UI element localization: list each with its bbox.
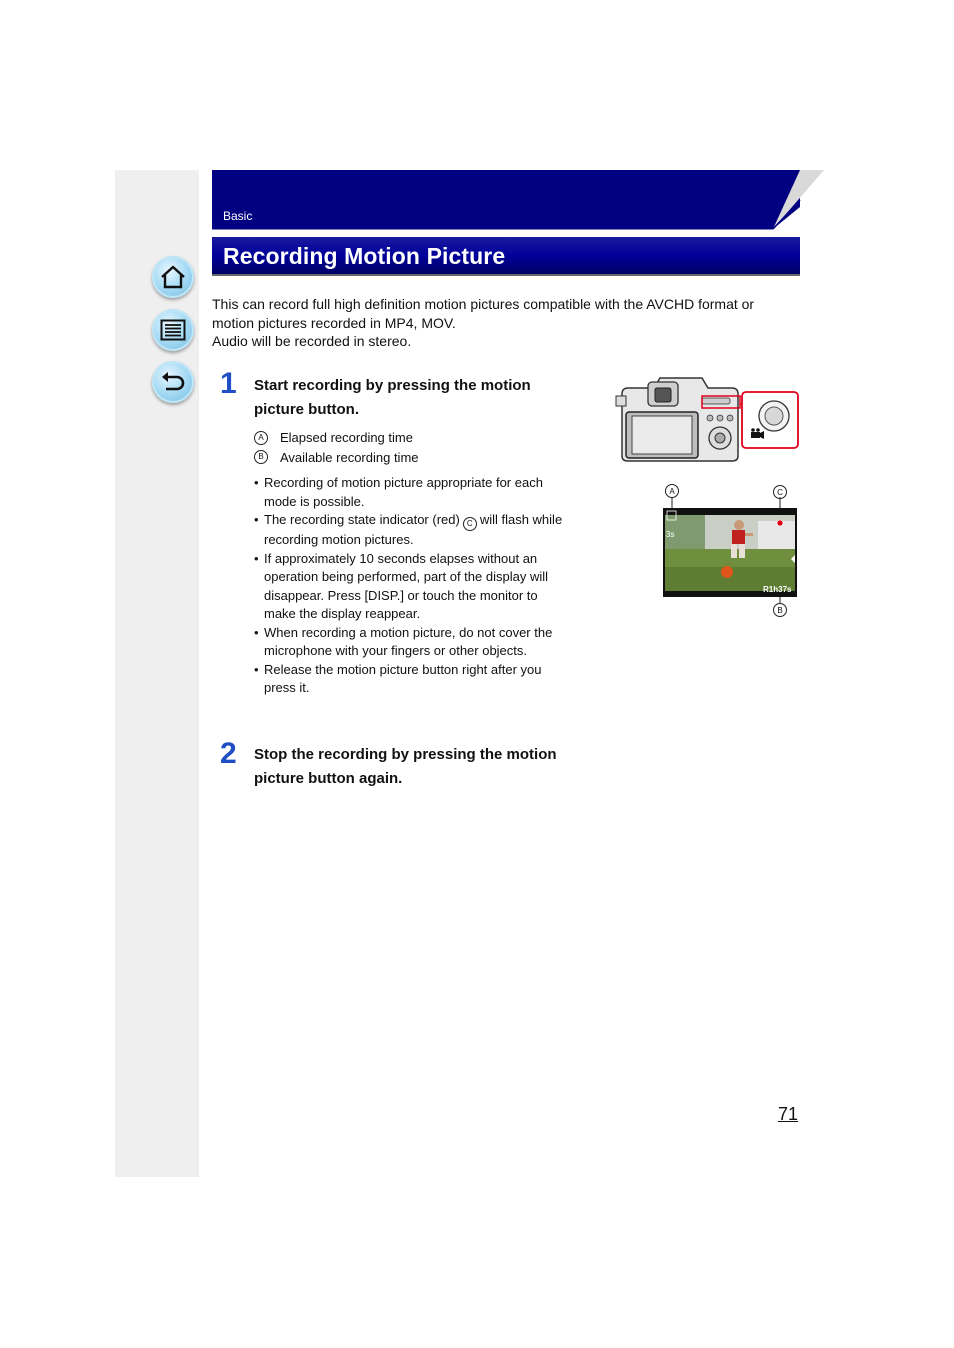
step-title-line: Stop the recording by pressing the motion — [254, 746, 557, 763]
note-line: make the display reappear. — [264, 606, 421, 621]
legend — [254, 428, 419, 467]
note-text: will flash while — [479, 512, 563, 527]
note-line: press it. — [264, 680, 310, 695]
camera-illustration — [614, 374, 800, 464]
figure-label-b: B — [773, 603, 787, 617]
note-text: The recording state indicator (red) — [264, 512, 460, 527]
note-line: microphone with your fingers or other objects. — [264, 643, 528, 658]
page-title: Recording Motion Picture — [223, 243, 506, 269]
page-number: 71 — [778, 1104, 799, 1124]
figure-label-c: C — [773, 485, 787, 499]
indicator-mark: C — [463, 517, 477, 531]
note-line: • If approximately 10 seconds elapses without an — [264, 550, 538, 566]
intro-line: motion pictures recorded in MP4, MOV. — [212, 314, 456, 331]
note-line: • Release the motion picture button right after you — [264, 661, 542, 677]
step-2-number: 2 — [220, 737, 237, 770]
step-1-notes — [254, 474, 594, 698]
intro-line: Audio will be recorded in stereo. — [212, 333, 412, 349]
legend-text: Elapsed recording time — [280, 430, 413, 445]
step-1-title — [254, 374, 604, 421]
elapsed-time: 3s — [666, 530, 675, 539]
legend-item — [254, 448, 419, 468]
step-title-line: Start recording by pressing the motion — [254, 377, 531, 394]
back-button[interactable] — [152, 361, 194, 403]
home-button[interactable] — [152, 256, 194, 298]
menu-list-button[interactable] — [152, 309, 194, 351]
step-1-number: 1 — [220, 367, 237, 400]
home-icon — [160, 265, 186, 289]
note-line: mode is possible. — [264, 493, 365, 509]
intro-text — [212, 295, 802, 351]
intro-line: This can record full high definition motion pictures compatible with the AVCHD format or — [212, 296, 755, 312]
list-item — [254, 624, 594, 661]
step-title-line: picture button again. — [254, 769, 403, 787]
note-line: recording motion pictures. — [264, 532, 414, 547]
note-line: operation being performed, part of the display will — [264, 569, 548, 584]
step-title-line: picture button. — [254, 400, 359, 418]
list-item — [254, 474, 594, 511]
legend-mark: A — [254, 431, 268, 445]
remaining-time: R1h37s — [763, 585, 792, 594]
legend-text: Available recording time — [280, 449, 419, 465]
note-line: • Recording of motion picture appropriate for each — [264, 475, 543, 490]
menu-list-icon — [160, 319, 186, 341]
note-line: • When recording a motion picture, do not cover the — [264, 624, 553, 640]
figure-label-a: A — [665, 484, 679, 498]
legend-item — [254, 428, 419, 448]
note-line: disappear. Press [DISP.] or touch the monitor to — [264, 587, 538, 603]
list-item — [254, 511, 594, 550]
list-item — [254, 661, 594, 698]
return-arrow-icon — [160, 371, 186, 393]
step-2-title — [254, 743, 604, 790]
lcd-screen-illustration — [663, 497, 797, 609]
legend-mark: B — [254, 450, 268, 464]
list-item — [254, 550, 594, 624]
section-label: Basic — [223, 209, 253, 223]
note-line — [264, 511, 594, 531]
